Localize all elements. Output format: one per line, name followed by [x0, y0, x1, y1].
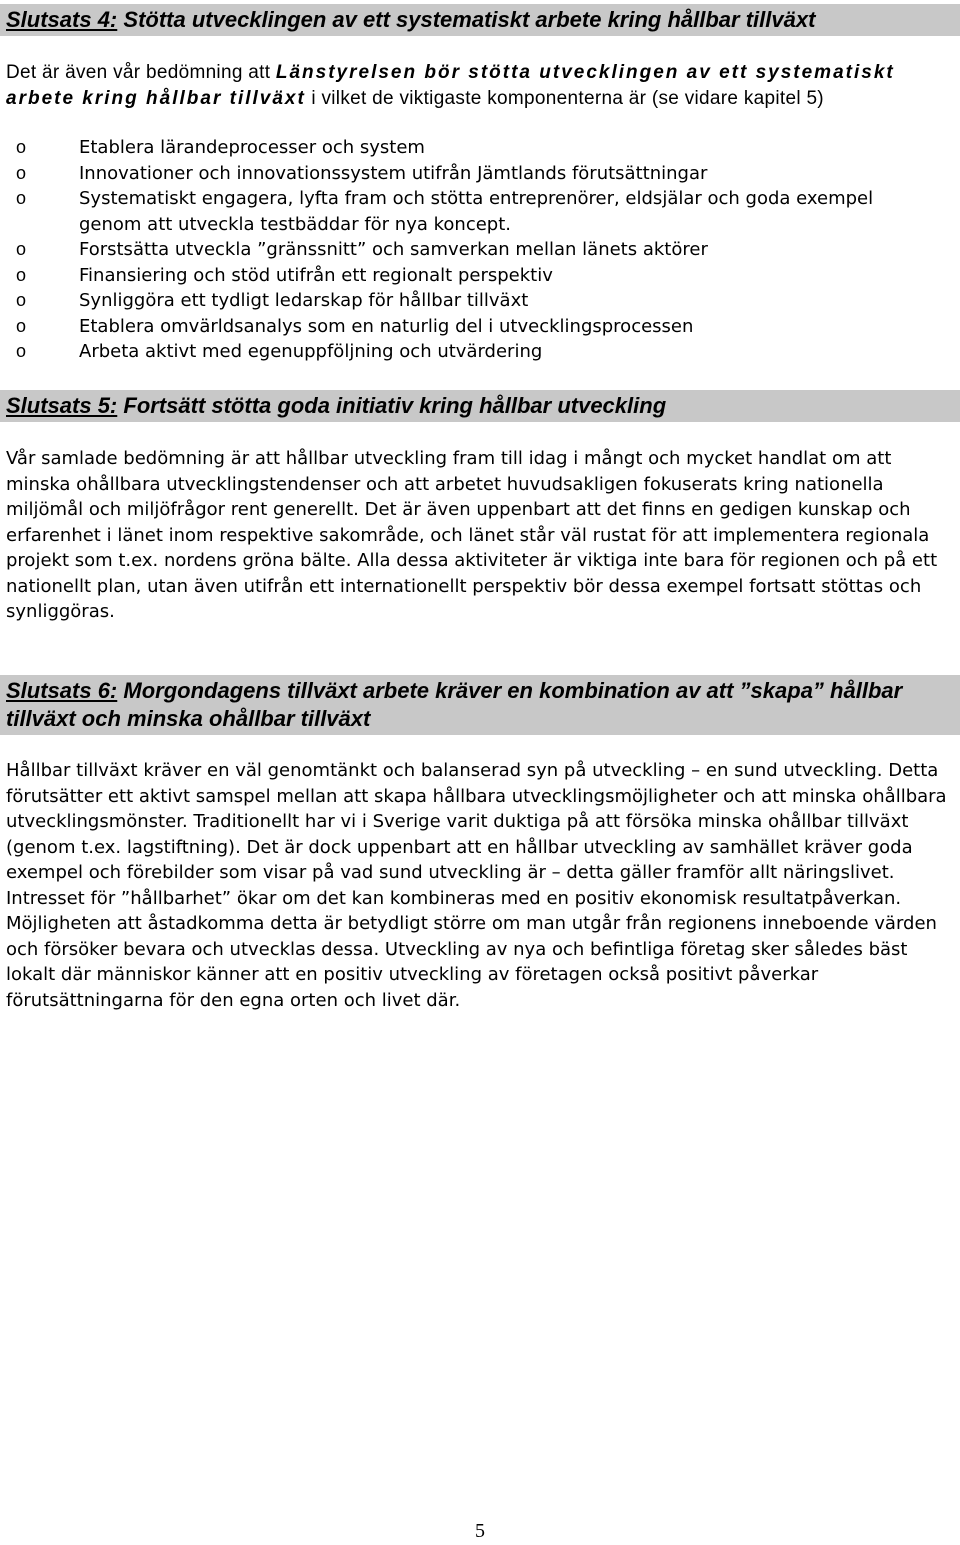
list-item-text: Etablera omvärldsanalys som en naturlig del i utvecklingsprocessen [79, 315, 694, 337]
list-item [0, 161, 940, 187]
bullet-marker: o [16, 264, 27, 285]
slutsats-6-heading [0, 675, 960, 735]
bullet-marker: o [16, 239, 27, 259]
slutsats-5-heading [0, 390, 960, 422]
list-item [0, 314, 940, 340]
bullet-marker: o [16, 315, 27, 336]
list-item [0, 186, 940, 237]
intro-text-before: Det är även vår bedömning att [6, 62, 276, 83]
list-item-text: Etablera lärandeprocesser och system [79, 137, 425, 158]
slutsats-5-label: Slutsats 5: [6, 393, 118, 418]
list-item-text: Finansiering och stöd utifrån ett regionalt perspektiv [79, 264, 553, 286]
list-item [0, 288, 940, 314]
slutsats-5-title: Fortsätt stötta goda initiativ kring hållbar utveckling [123, 393, 667, 418]
bullet-marker: o [16, 341, 27, 361]
slutsats-4-title: Stötta utvecklingen av ett systematiskt arbete kring hållbar tillväxt [123, 7, 816, 32]
slutsats-6-title: Morgondagens tillväxt arbete kräver en kombination av att ”skapa” hållbar tillväxt och minska ohållbar tillväxt [6, 678, 903, 731]
slutsats-4-bullet-list [0, 135, 940, 365]
bullet-marker: o [16, 162, 27, 183]
slutsats-4-heading [0, 4, 960, 36]
list-item [0, 237, 940, 263]
list-item-text: Arbeta aktivt med egenuppföljning och utvärdering [79, 341, 543, 362]
bullet-marker: o [16, 188, 27, 208]
page-number: 5 [475, 1520, 485, 1542]
intro-emphasis: Länstyrelsen bör stötta utvecklingen av ett systematiskt arbete kring hållbar tillväxt [6, 62, 895, 109]
list-item-text: Innovationer och innovationssystem utifrån Jämtlands förutsättningar [79, 162, 708, 184]
list-item [0, 263, 940, 289]
slutsats-6-label: Slutsats 6: [6, 678, 118, 703]
slutsats-4-intro [6, 60, 951, 111]
list-item-text: Forstsätta utveckla ”gränssnitt” och samverkan mellan länets aktörer [79, 239, 708, 260]
bullet-marker: o [16, 137, 27, 157]
slutsats-5-body: Vår samlade bedömning är att hållbar utveckling fram till idag i mångt och mycket handlat om att minska ohållbara utvecklingstendenser och att arbetet huvudsakligen fokuserats kring nationella miljömål och miljöfrågor rent generellt. Det är även uppenbart att det finns en gedigen kunskap och erfarenhet i länet inom respektive sakområde, och länet står väl rustat för att implementera regionala projekt som t.ex. nordens gröna bälte. Alla dessa aktiviteter är viktiga inte bara för regionen och på ett nationellt plan, utan även utifrån ett internationellt perspektiv bör dessa exempel fortsatt stöttas och synliggöras. [6, 448, 938, 622]
list-item [0, 135, 940, 161]
list-item [0, 339, 940, 365]
slutsats-4-label: Slutsats 4: [6, 7, 118, 32]
list-item-text: Systematiskt engagera, lyfta fram och stötta entreprenörer, eldsjälar och goda exempel genom att utveckla testbäddar för nya koncept. [79, 188, 874, 235]
bullet-marker: o [16, 290, 27, 310]
intro-text-after: i vilket de viktigaste komponenterna är (se vidare kapitel 5) [305, 87, 824, 109]
slutsats-6-body: Hållbar tillväxt kräver en väl genomtänkt och balanserad syn på utveckling – en sund utveckling. Detta förutsätter ett aktivt samspel mellan att skapa hållbara utvecklingsmöjligheter och att minska ohållbara utvecklingsmönster. Traditionellt har vi i Sverige varit duktiga på att försöka minska ohållbar tillväxt (genom t.ex. lagstiftning). Det är dock uppenbart att en hållbar utveckling av samhället kräver goda exempel och förebilder som visar på vad sund utveckling är – detta gäller framför allt näringslivet. Intresset för ”hållbarhet” ökar om det kan kombineras med en positiv ekonomisk resultatpåverkan. Möjligheten att åstadkomma detta är betydligt större om man utgår från regionens inneboende värden och försöker bevara och utvecklas dessa. Utveckling av nya och befintliga företag sker således bäst lokalt där människor känner att en positiv utveckling av företagen också positivt påverkar förutsättningarna för den egna orten och livet där. [6, 760, 947, 1011]
list-item-text: Synliggöra ett tydligt ledarskap för hållbar tillväxt [79, 290, 529, 311]
